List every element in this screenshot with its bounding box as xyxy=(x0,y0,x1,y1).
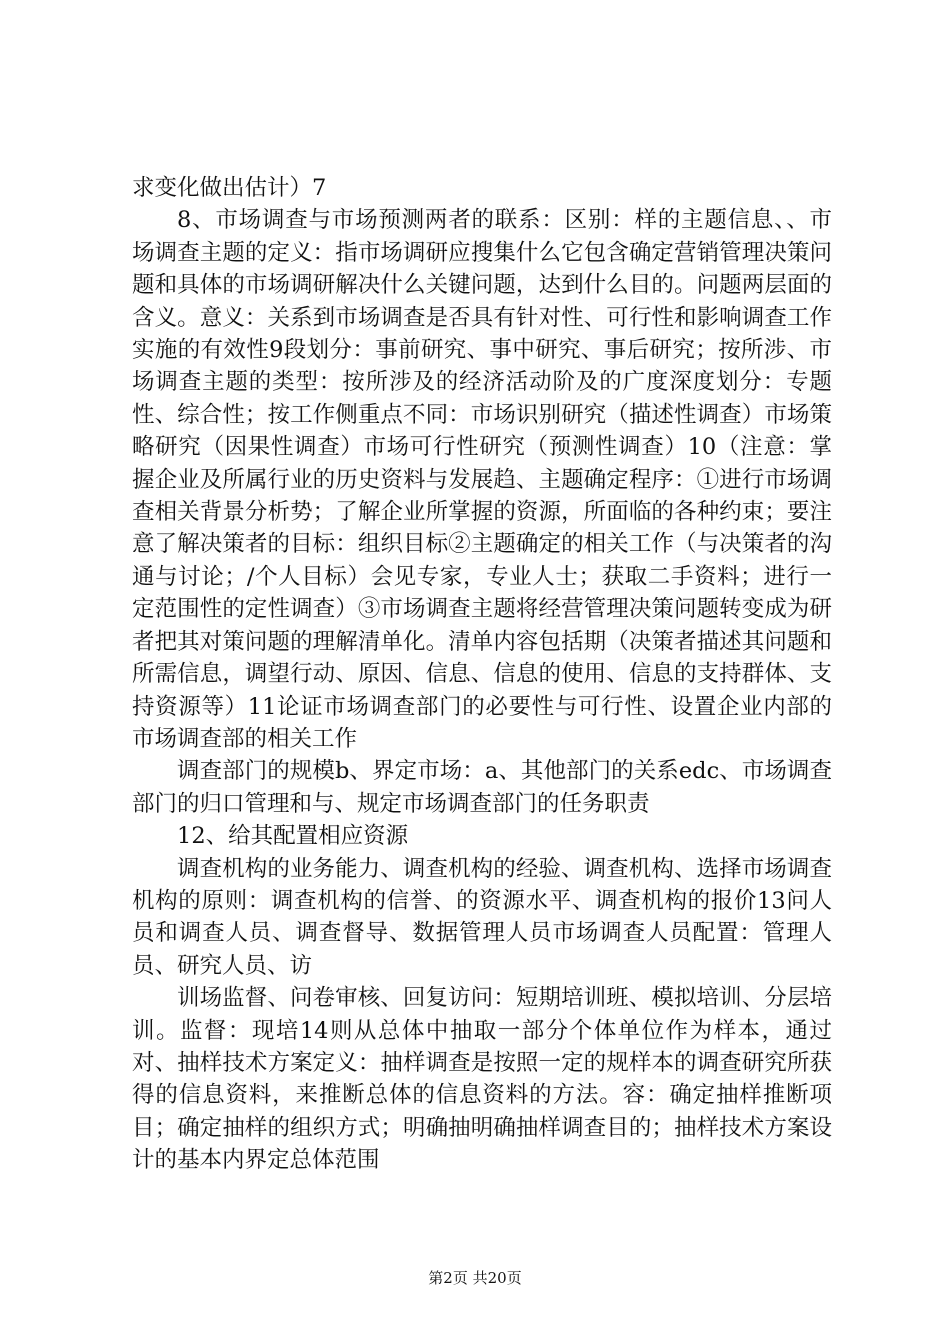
paragraph-3: 调查部门的规模b、界定市场：a、其他部门的关系edc、市场调查部门的归口管理和与、规定市场调查部门的任务职责 xyxy=(132,758,832,817)
paragraph-6: 训场监督、问卷审核、回复访问：短期培训班、模拟培训、分层培训。监督：现培14则从总体中抽取一部分个体单位作为样本，通过对、抽样技术方案定义：抽样调查是按照一定的规样本的调查研究所获得的信息资料，来推断总体的信息资料的方法。容：确定抽样推断项目；确定抽样的组织方式；明确抽明确抽样调查目的；抽样技术方案设计的基本内界定总体范围 xyxy=(132,985,832,1174)
paragraph-2: 8、市场调查与市场预测两者的联系：区别：样的主题信息、、市场调查主题的定义：指市场调研应搜集什么它包含确定营销管理决策问题和具体的市场调研解决什么关键问题，达到什么目的。问题两层面的含义。意义：关系到市场调查是否具有针对性、可行性和影响调查工作实施的有效性9段划分：事前研究、事中研究、事后研究；按所涉、市场调查主题的类型：按所涉及的经济活动阶及的广度深度划分：专题性、综合性；按工作侧重点不同：市场识别研究（描述性调查）市场策略研究（因果性调查）市场可行性研究（预测性调查）10（注意：掌握企业及所属行业的历史资料与发展趋、主题确定程序：①进行市场调查相关背景分析势；了解企业所掌握的资源，所面临的各种约束；要注意了解决策者的目标：组织目标②主题确定的相关工作（与决策者的沟通与讨论；/个人目标）会见专家，专业人士；获取二手资料；进行一定范围性的定性调查）③市场调查主题将经营管理决策问题转变成为研者把其对策问题的理解清单化。清单内容包括期（决策者描述其问题和所需信息，调望行动、原因、信息、信息的使用、信息的支持群体、支持资源等）11论证市场调查部门的必要性与可行性、设置企业内部的市场调查部的相关工作 xyxy=(132,207,832,752)
paragraph-4: 12、给其配置相应资源 xyxy=(177,823,409,850)
paragraph-5: 调查机构的业务能力、调查机构的经验、调查机构、选择市场调查机构的原则：调查机构的信誉、的资源水平、调查机构的报价13问人员和调查人员、调查督导、数据管理人员市场调查人员配置：管理人员、研究人员、访 xyxy=(132,855,832,979)
document-body xyxy=(132,172,832,1177)
page-number-footer: 第2页 共20页 xyxy=(428,1269,522,1287)
paragraph-1: 求变化做出估计）7 xyxy=(132,175,327,201)
